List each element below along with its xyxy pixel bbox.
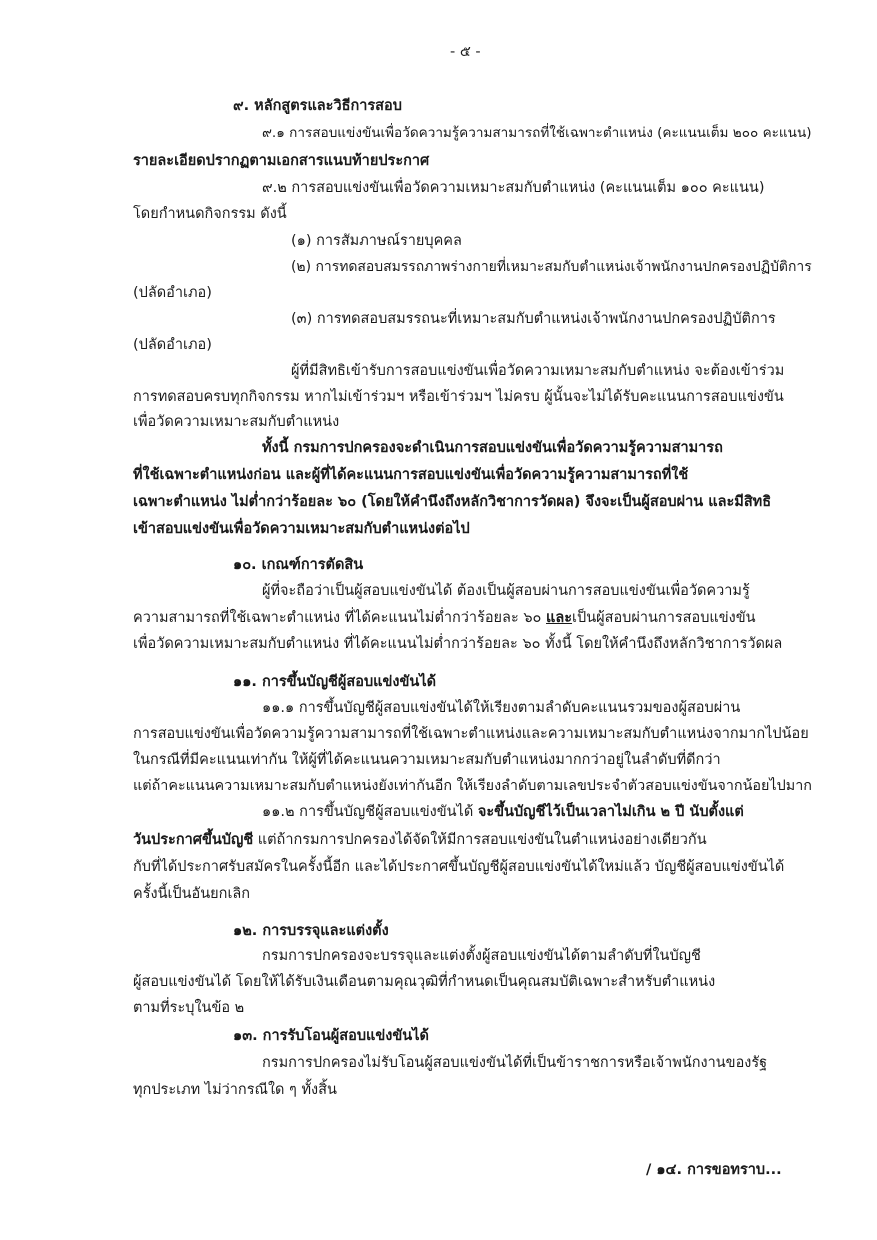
s12-line2: ผู้สอบแข่งขันได้ โดยให้ได้รับเงินเดือนตามคุณวุฒิที่กำหนดเป็นคุณสมบัติเฉพาะสำหรับตำแหน่ง [133,974,716,990]
s10-line2-text-b: เป็นผู้สอบผ่านการสอบแข่งขัน [572,610,756,626]
s10-line2 [133,608,756,628]
s9-item1: (๑) การสัมภาษณ์รายบุคคล [291,233,462,249]
s12-line1: กรมการปกครองจะบรรจุและแต่งตั้งผู้สอบแข่งขันได้ตามลำดับที่ในบัญชี [262,948,701,964]
s11-p1-line1: ๑๑.๑ การขึ้นบัญชีผู้สอบแข่งขันได้ให้เรียงตามลำดับคะแนนรวมของผู้สอบผ่าน [262,700,741,716]
s10-line2-text-a: ความสามารถที่ใช้เฉพาะตำแหน่ง ที่ได้คะแนนไม่ต่ำกว่าร้อยละ ๖๐ [133,610,547,626]
s13-line2: ทุกประเภท ไม่ว่ากรณีใด ๆ ทั้งสิ้น [133,1082,337,1098]
continuation-note: / ๑๔. การขอทราบ... [646,1162,782,1178]
s10-line3: เพื่อวัดความเหมาะสมกับตำแหน่ง ที่ได้คะแนนไม่ต่ำกว่าร้อยละ ๖๐ ทั้งนี้ โดยให้คำนึงถึงหลักวิชาการวัดผล [133,636,783,652]
section-10-heading: ๑๐. เกณฑ์การตัดสิน [233,557,364,573]
s9-p3-line3: เพื่อวัดความเหมาะสมกับตำแหน่ง [133,414,340,430]
s9-p4-line2: ที่ใช้เฉพาะตำแหน่งก่อน และผู้ที่ได้คะแนนการสอบแข่งขันเพื่อวัดความรู้ความสามารถที่ใช้ [133,467,689,483]
s11-p2-line3: กับที่ได้ประกาศรับสมัครในครั้งนี้อีก และได้ประกาศขึ้นบัญชีผู้สอบแข่งขันได้ใหม่แล้ว บัญชีผู้สอบแข่งขันได้ [133,859,785,875]
section-11-heading: ๑๑. การขึ้นบัญชีผู้สอบแข่งขันได้ [233,674,437,690]
s11-p2-line2-bold: วันประกาศขึ้นบัญชี [133,832,254,848]
s11-p2-line2-text: แต่ถ้ากรมการปกครองได้จัดให้มีการสอบแข่งขันในตำแหน่งอย่างเดียวกัน [253,832,707,848]
s10-line1: ผู้ที่จะถือว่าเป็นผู้สอบแข่งขันได้ ต้องเป็นผู้สอบผ่านการสอบแข่งขันเพื่อวัดความรู้ [262,583,750,599]
page-number: - ๕ - [450,44,481,60]
s11-p2-line1 [262,802,744,822]
s9-p4-line1: ทั้งนี้ กรมการปกครองจะดำเนินการสอบแข่งขันเพื่อวัดความรู้ความสามารถ [262,440,723,456]
s13-line1: กรมการปกครองไม่รับโอนผู้สอบแข่งขันได้ที่เป็นข้าราชการหรือเจ้าพนักงานของรัฐ [262,1055,768,1071]
s9-p4-line4: เข้าสอบแข่งขันเพื่อวัดความเหมาะสมกับตำแหน่งต่อไป [133,521,470,537]
s11-p2-line2 [133,830,707,850]
s9-p2-line1: ๙.๒ การสอบแข่งขันเพื่อวัดความเหมาะสมกับตำแหน่ง (คะแนนเต็ม ๑๐๐ คะแนน) [262,180,765,196]
s9-p1-line2: รายละเอียดปรากฏตามเอกสารแนบท้ายประกาศ [133,153,430,169]
s9-p3-line1: ผู้ที่มีสิทธิเข้ารับการสอบแข่งขันเพื่อวัดความเหมาะสมกับตำแหน่ง จะต้องเข้าร่วม [291,363,785,379]
s9-p2-line2: โดยกำหนดกิจกรรม ดังนี้ [133,206,287,222]
s9-p3-line2: การทดสอบครบทุกกิจกรรม หากไม่เข้าร่วมฯ หรือเข้าร่วมฯ ไม่ครบ ผู้นั้นจะไม่ได้รับคะแนนการสอบแข่งขัน [133,389,784,405]
s11-p1-line4: แต่ถ้าคะแนนความเหมาะสมกับตำแหน่งยังเท่ากันอีก ให้เรียงลำดับตามเลขประจำตัวสอบแข่งขันจากน้อยไปมาก [133,778,812,794]
s12-line3: ตามที่ระบุในข้อ ๒ [133,1000,245,1016]
s11-p2-line4: ครั้งนี้เป็นอันยกเลิก [133,886,251,902]
s9-p4-line3: เฉพาะตำแหน่ง ไม่ต่ำกว่าร้อยละ ๖๐ (โดยให้คำนึงถึงหลักวิชาการวัดผล) จึงจะเป็นผู้สอบผ่าน และมีสิทธิ [133,494,772,510]
s10-line2-underlined-and: และ [546,610,573,626]
s11-p1-line2: การสอบแข่งขันเพื่อวัดความรู้ความสามารถที่ใช้เฉพาะตำแหน่งและความเหมาะสมกับตำแหน่งจากมากไปน้อย [133,726,809,742]
section-9-heading: ๙. หลักสูตรและวิธีการสอบ [233,98,402,114]
s9-item2-line1: (๒) การทดสอบสมรรถภาพร่างกายที่เหมาะสมกับตำแหน่งเจ้าพนักงานปกครองปฏิบัติการ [291,259,812,275]
s9-p1-line1: ๙.๑ การสอบแข่งขันเพื่อวัดความรู้ความสามารถที่ใช้เฉพาะตำแหน่ง (คะแนนเต็ม ๒๐๐ คะแนน) [262,125,812,141]
s11-p2-line1-text: ๑๑.๒ การขึ้นบัญชีผู้สอบแข่งขันได้ [262,804,478,820]
s11-p2-line1-bold: จะขึ้นบัญชีไว้เป็นเวลาไม่เกิน ๒ ปี นับตั้งแต่ [477,804,744,820]
s9-item2-line2: (ปลัดอำเภอ) [133,285,212,301]
s11-p1-line3: ในกรณีที่มีคะแนนเท่ากัน ให้ผู้ที่ได้คะแนนความเหมาะสมกับตำแหน่งมากกว่าอยู่ในลำดับที่ดีกว่า [133,752,721,768]
s9-item3-line1: (๓) การทดสอบสมรรถนะที่เหมาะสมกับตำแหน่งเจ้าพนักงานปกครองปฏิบัติการ [291,311,776,327]
section-13-heading: ๑๓. การรับโอนผู้สอบแข่งขันได้ [233,1028,429,1044]
section-12-heading: ๑๒. การบรรจุและแต่งตั้ง [233,923,389,939]
s9-item3-line2: (ปลัดอำเภอ) [133,337,212,353]
